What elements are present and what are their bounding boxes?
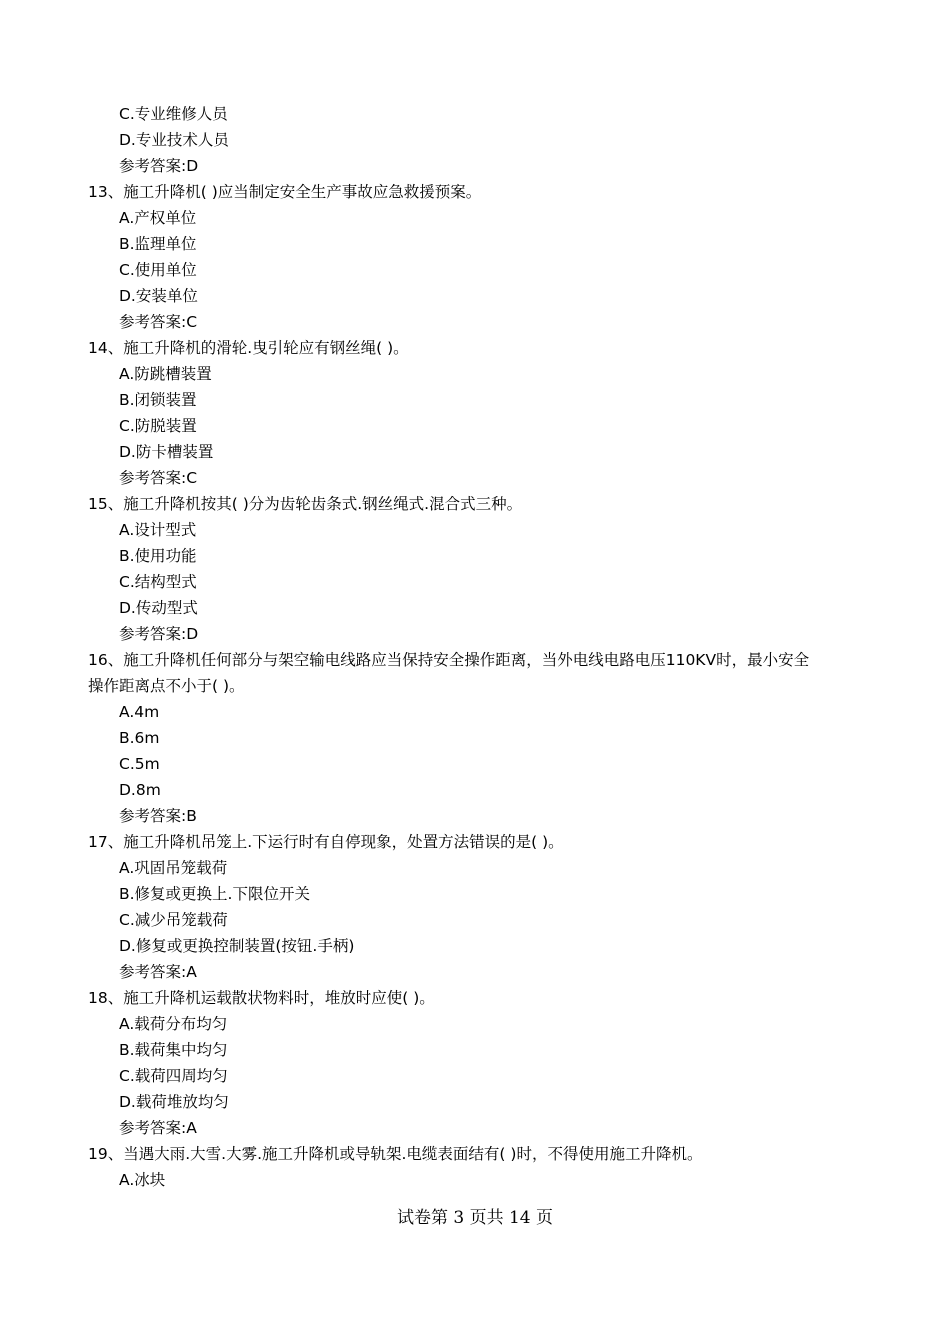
option-d: D.修复或更换控制装置(按钮.手柄) — [119, 937, 355, 955]
option-d: D.传动型式 — [119, 599, 198, 617]
option-a: A.巩固吊笼载荷 — [119, 859, 228, 877]
question-16-stem: 16、施工升降机任何部分与架空输电线路应当保持安全操作距离，当外电线电路电压110KV时，最小安全 — [88, 651, 810, 669]
question-13-stem: 13、施工升降机( )应当制定安全生产事故应急救援预案。 — [88, 183, 482, 201]
option-a: A.防跳槽装置 — [119, 365, 212, 383]
answer-line: 参考答案:A — [119, 1119, 197, 1137]
option-d: D.防卡槽装置 — [119, 443, 214, 461]
question-18-stem: 18、施工升降机运载散状物料时，堆放时应使( )。 — [88, 989, 435, 1007]
question-16-stem-cont: 操作距离点不小于( )。 — [88, 677, 245, 695]
answer-line: 参考答案:C — [119, 313, 198, 331]
option-a: A.载荷分布均匀 — [119, 1015, 228, 1033]
question-15-stem: 15、施工升降机按其( )分为齿轮齿条式.钢丝绳式.混合式三种。 — [88, 495, 523, 513]
option-c: C.使用单位 — [119, 261, 197, 279]
option-c: C.专业维修人员 — [119, 105, 228, 123]
option-b: B.6m — [119, 729, 160, 747]
answer-line: 参考答案:D — [119, 625, 199, 643]
option-b: B.监理单位 — [119, 235, 197, 253]
option-a: A.冰块 — [119, 1171, 166, 1189]
option-a: A.产权单位 — [119, 209, 197, 227]
answer-line: 参考答案:C — [119, 469, 198, 487]
answer-line: 参考答案:B — [119, 807, 197, 825]
option-c: C.5m — [119, 755, 160, 773]
option-c: C.载荷四周均匀 — [119, 1067, 228, 1085]
option-b: B.闭锁装置 — [119, 391, 197, 409]
option-a: A.设计型式 — [119, 521, 197, 539]
question-14-stem: 14、施工升降机的滑轮.曳引轮应有钢丝绳( )。 — [88, 339, 409, 357]
question-19-stem: 19、当遇大雨.大雪.大雾.施工升降机或导轨架.电缆表面结有( )时，不得使用施工升降机。 — [88, 1145, 703, 1163]
question-17-stem: 17、施工升降机吊笼上.下运行时有自停现象，处置方法错误的是( )。 — [88, 833, 564, 851]
answer-line: 参考答案:A — [119, 963, 197, 981]
option-b: B.修复或更换上.下限位开关 — [119, 885, 310, 903]
page-footer: 试卷第 3 页共 14 页 — [396, 1208, 554, 1228]
option-d: D.8m — [119, 781, 161, 799]
option-b: B.使用功能 — [119, 547, 197, 565]
option-c: C.防脱装置 — [119, 417, 197, 435]
answer-line: 参考答案:D — [119, 157, 199, 175]
option-d: D.安装单位 — [119, 287, 198, 305]
option-d: D.专业技术人员 — [119, 131, 229, 149]
option-a: A.4m — [119, 703, 160, 721]
option-c: C.减少吊笼载荷 — [119, 911, 228, 929]
option-c: C.结构型式 — [119, 573, 197, 591]
option-b: B.载荷集中均匀 — [119, 1041, 228, 1059]
option-d: D.载荷堆放均匀 — [119, 1093, 229, 1111]
